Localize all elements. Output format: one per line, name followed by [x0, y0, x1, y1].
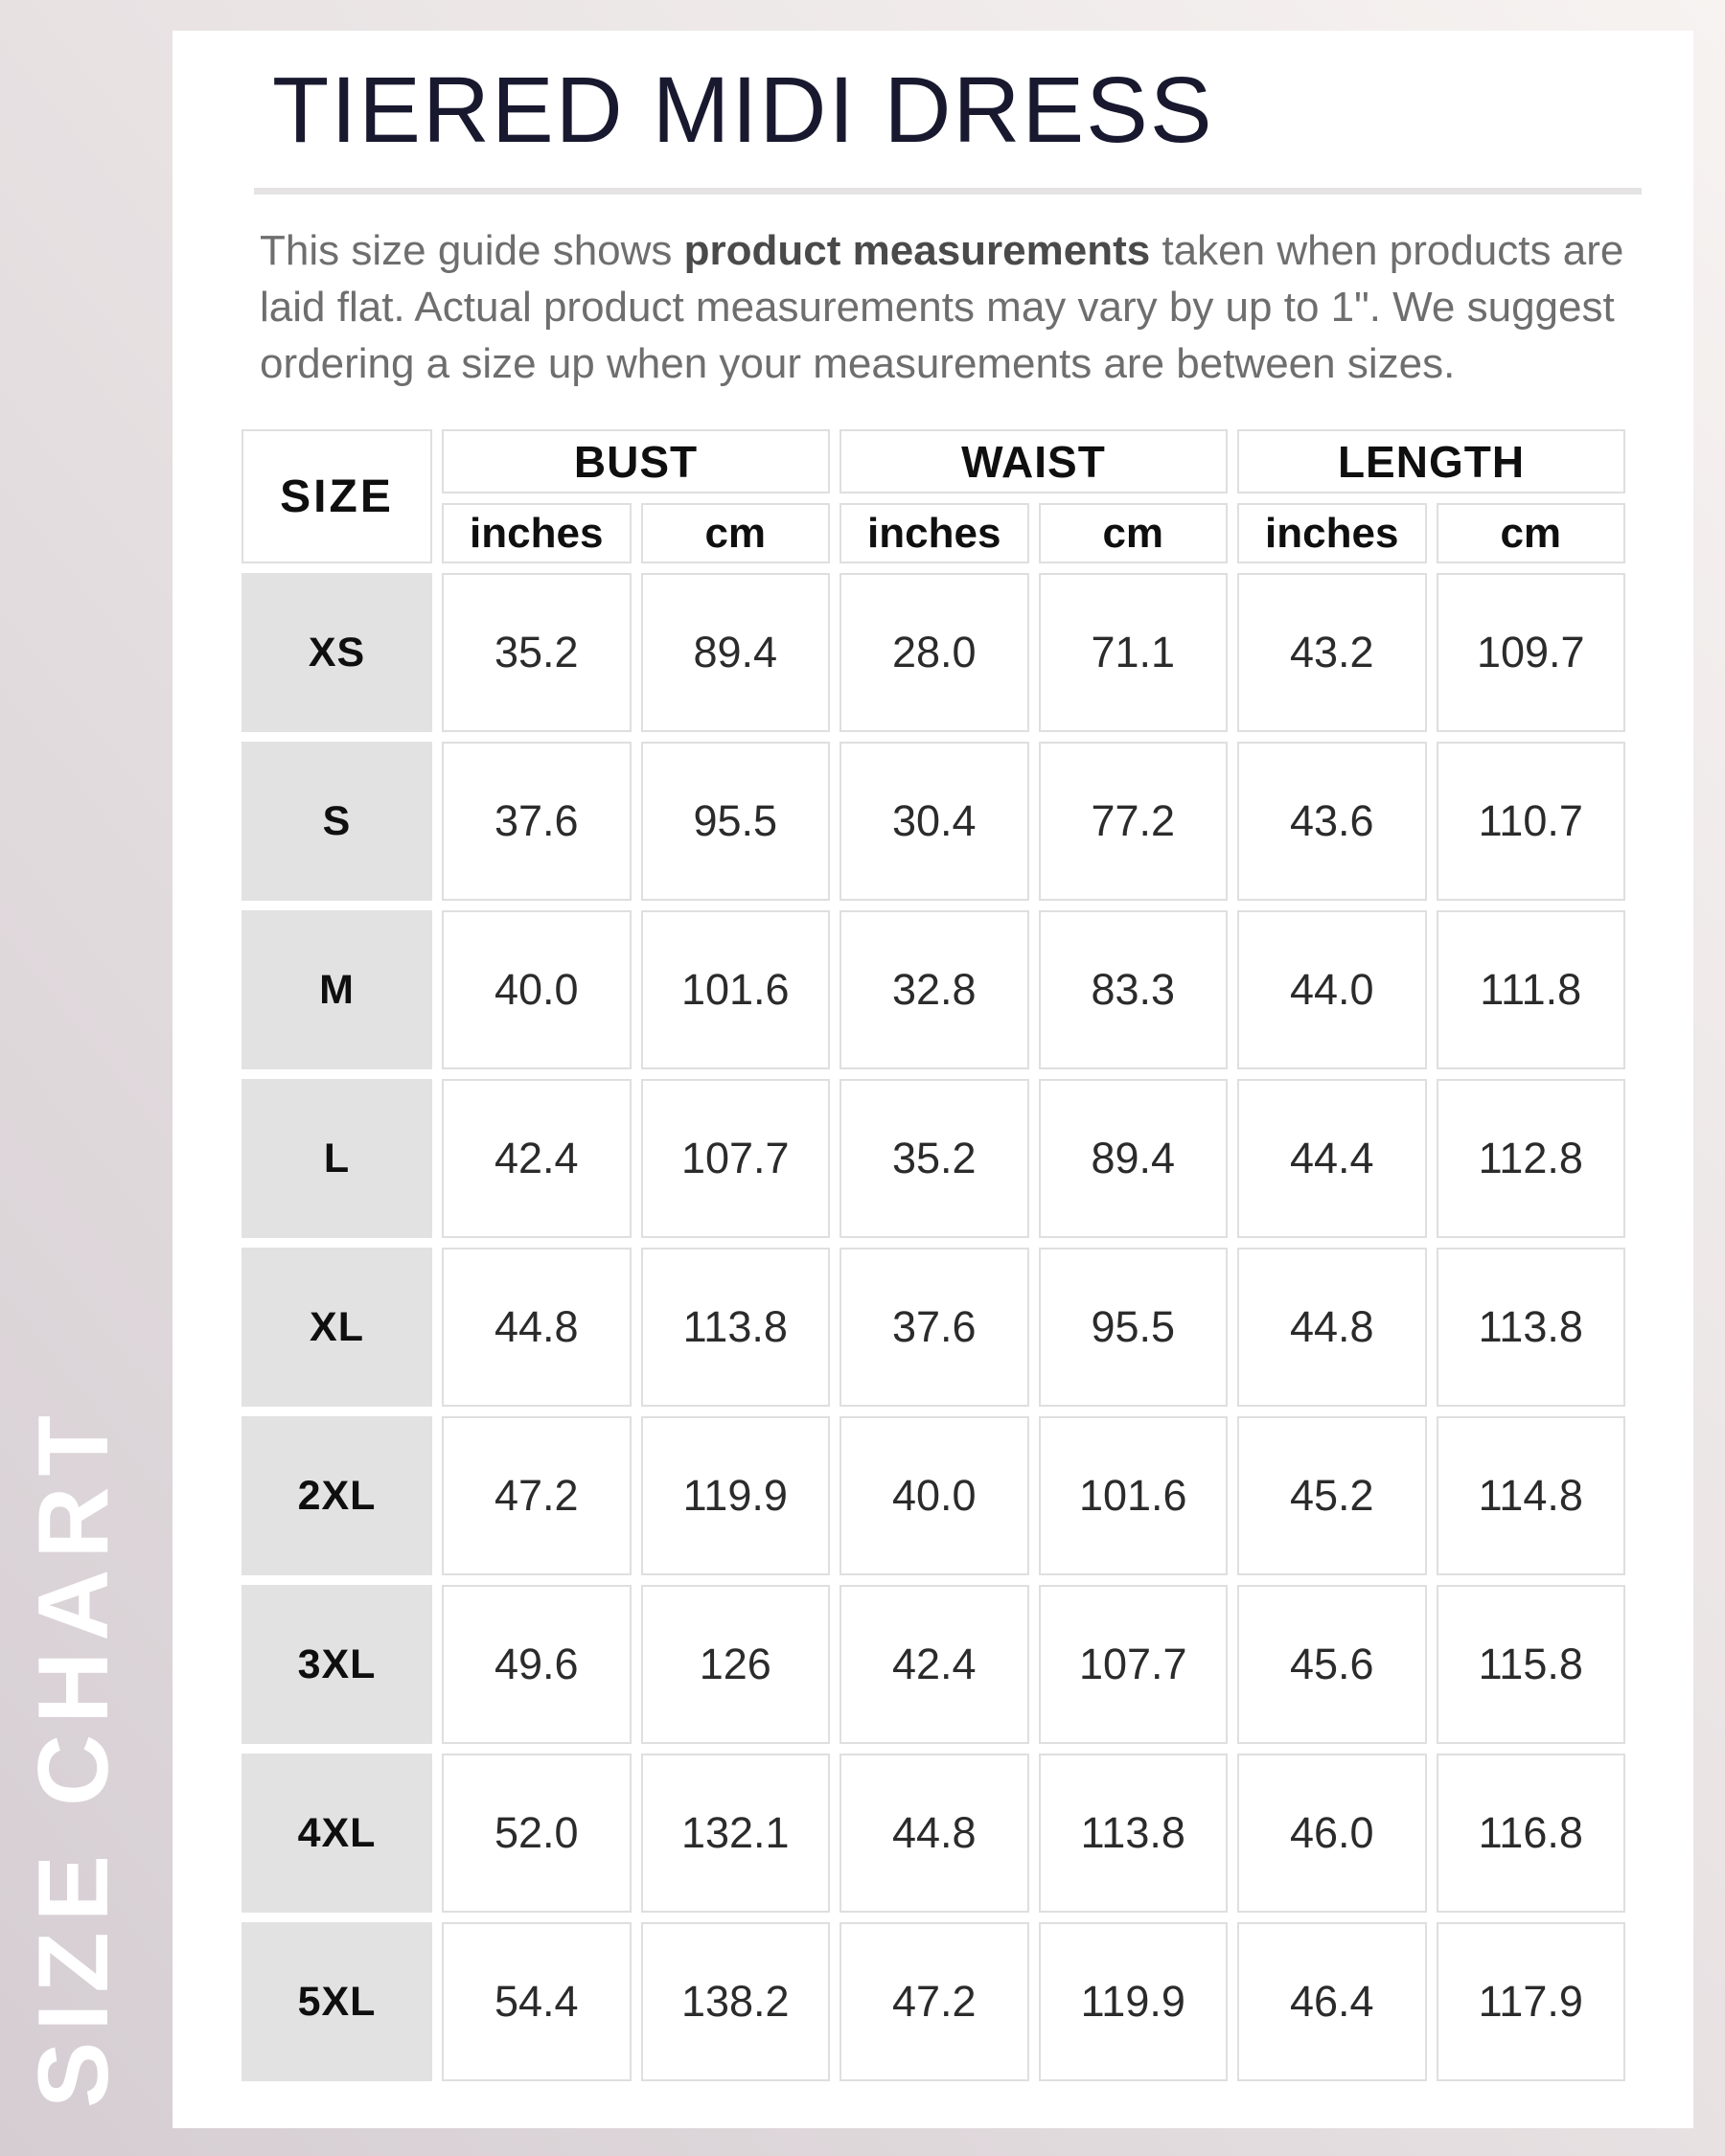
- measurement-cell: 40.0: [442, 910, 632, 1069]
- measurement-cell: 111.8: [1437, 910, 1626, 1069]
- size-table: [242, 429, 1625, 2081]
- measurement-cell: 101.6: [641, 910, 831, 1069]
- measurement-cell: 28.0: [840, 573, 1029, 732]
- measurement-cell: 114.8: [1437, 1416, 1626, 1575]
- length-inches-header: inches: [1237, 503, 1427, 563]
- measurement-cell: 107.7: [1039, 1585, 1229, 1744]
- waist-cm-header: cm: [1039, 503, 1229, 563]
- measurement-cell: 42.4: [840, 1585, 1029, 1744]
- measurement-cell: 37.6: [840, 1248, 1029, 1407]
- measurement-cell: 46.4: [1237, 1922, 1427, 2081]
- measurement-cell: 116.8: [1437, 1754, 1626, 1913]
- page-title: TIERED MIDI DRESS: [272, 57, 1214, 162]
- measurement-cell: 117.9: [1437, 1922, 1626, 2081]
- measurement-cell: 71.1: [1039, 573, 1229, 732]
- measurement-cell: 126: [641, 1585, 831, 1744]
- size-label-cell: L: [242, 1079, 432, 1238]
- measurement-cell: 101.6: [1039, 1416, 1229, 1575]
- measurement-cell: 42.4: [442, 1079, 632, 1238]
- bust-inches-header: inches: [442, 503, 632, 563]
- measurement-cell: 95.5: [1039, 1248, 1229, 1407]
- size-label-cell: M: [242, 910, 432, 1069]
- measurement-cell: 37.6: [442, 742, 632, 901]
- measurement-cell: 83.3: [1039, 910, 1229, 1069]
- size-guide-card: [172, 31, 1693, 2128]
- measurement-cell: 113.8: [1039, 1754, 1229, 1913]
- measurement-cell: 112.8: [1437, 1079, 1626, 1238]
- measurement-cell: 107.7: [641, 1079, 831, 1238]
- bust-cm-header: cm: [641, 503, 831, 563]
- measurement-cell: 40.0: [840, 1416, 1029, 1575]
- measurement-cell: 77.2: [1039, 742, 1229, 901]
- size-label-cell: XL: [242, 1248, 432, 1407]
- measurement-cell: 46.0: [1237, 1754, 1427, 1913]
- size-label-cell: XS: [242, 573, 432, 732]
- measurement-cell: 45.6: [1237, 1585, 1427, 1744]
- measurement-cell: 30.4: [840, 742, 1029, 901]
- bust-group-header: BUST: [442, 429, 830, 493]
- measurement-cell: 43.6: [1237, 742, 1427, 901]
- measurement-cell: 110.7: [1437, 742, 1626, 901]
- measurement-cell: 113.8: [641, 1248, 831, 1407]
- measurement-cell: 44.4: [1237, 1079, 1427, 1238]
- measurement-cell: 35.2: [840, 1079, 1029, 1238]
- measurement-cell: 49.6: [442, 1585, 632, 1744]
- measurement-cell: 138.2: [641, 1922, 831, 2081]
- length-cm-header: cm: [1437, 503, 1626, 563]
- intro-bold-text: product measurements: [683, 227, 1151, 274]
- intro-paragraph: [260, 222, 1640, 392]
- measurement-cell: 32.8: [840, 910, 1029, 1069]
- measurement-cell: 113.8: [1437, 1248, 1626, 1407]
- title-divider: [254, 188, 1642, 195]
- measurement-cell: 54.4: [442, 1922, 632, 2081]
- measurement-cell: 44.0: [1237, 910, 1427, 1069]
- intro-text-before: This size guide shows: [260, 227, 684, 274]
- measurement-cell: 44.8: [442, 1248, 632, 1407]
- measurement-cell: 44.8: [840, 1754, 1029, 1913]
- size-label-cell: 5XL: [242, 1922, 432, 2081]
- measurement-cell: 45.2: [1237, 1416, 1427, 1575]
- measurement-cell: 132.1: [641, 1754, 831, 1913]
- measurement-cell: 119.9: [1039, 1922, 1229, 2081]
- size-label-cell: 4XL: [242, 1754, 432, 1913]
- measurement-cell: 115.8: [1437, 1585, 1626, 1744]
- measurement-cell: 47.2: [840, 1922, 1029, 2081]
- intro-text-after: taken when products are laid flat. Actual product measurements may vary by up to 1". We suggest ordering a size up when your measurements are between sizes.: [260, 227, 1624, 387]
- measurement-cell: 95.5: [641, 742, 831, 901]
- size-column-header: SIZE: [242, 429, 432, 563]
- size-label-cell: S: [242, 742, 432, 901]
- measurement-cell: 89.4: [641, 573, 831, 732]
- measurement-cell: 43.2: [1237, 573, 1427, 732]
- measurement-cell: 52.0: [442, 1754, 632, 1913]
- measurement-cell: 119.9: [641, 1416, 831, 1575]
- measurement-cell: 35.2: [442, 573, 632, 732]
- length-group-header: LENGTH: [1237, 429, 1625, 493]
- vertical-size-chart-label: SIZE CHART: [18, 1405, 129, 2108]
- waist-group-header: WAIST: [840, 429, 1228, 493]
- size-label-cell: 2XL: [242, 1416, 432, 1575]
- measurement-cell: 89.4: [1039, 1079, 1229, 1238]
- measurement-cell: 109.7: [1437, 573, 1626, 732]
- measurement-cell: 47.2: [442, 1416, 632, 1575]
- waist-inches-header: inches: [840, 503, 1029, 563]
- measurement-cell: 44.8: [1237, 1248, 1427, 1407]
- size-label-cell: 3XL: [242, 1585, 432, 1744]
